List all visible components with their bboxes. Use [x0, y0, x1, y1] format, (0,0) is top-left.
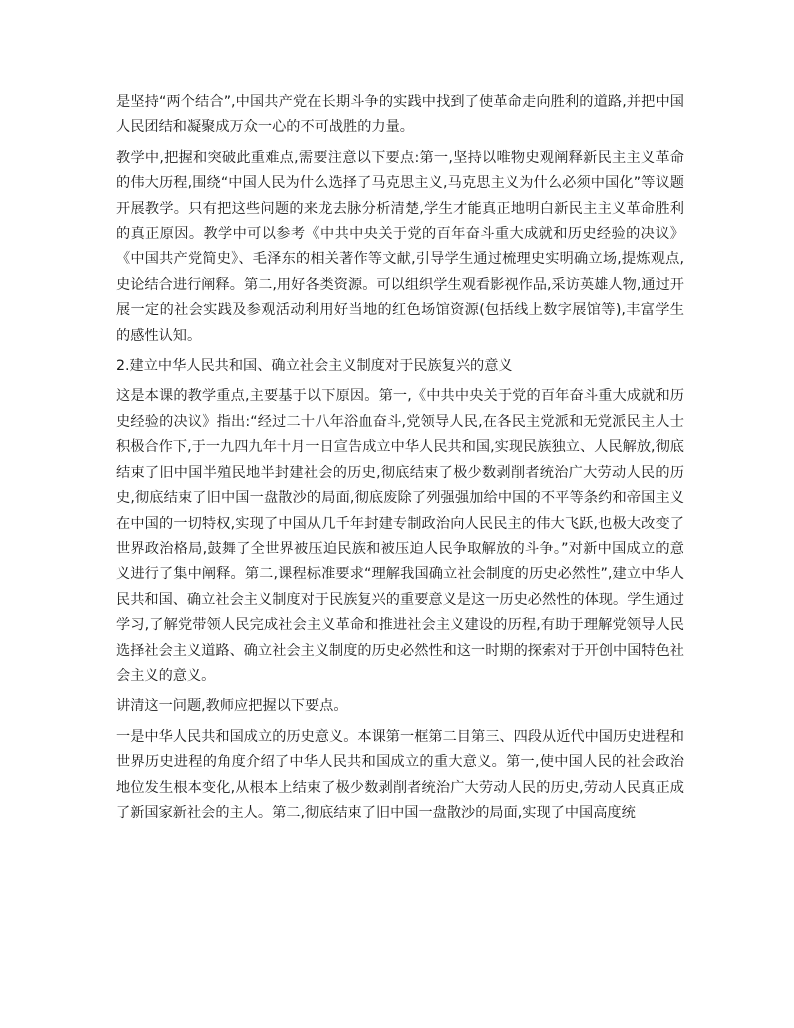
section-heading: 2.建立中华人民共和国、确立社会主义制度对于民族复兴的意义: [116, 358, 513, 375]
paragraph-prc-significance: 一是中华人民共和国成立的历史意义。本课第一框第二目第三、四段从近代中国历史进程和世界历史进程的角度介绍了中华人民共和国成立的重大意义。第一,使中国人民的社会政治地位发生根本变化,从根本上结束了极少数剥削者统治广大劳动人民的历史,劳动人民真正成了新国家新社会的主人。第二,彻底结束了旧中国一盘散沙的局面,实现了中国高度统: [116, 728, 684, 821]
paragraph-teaching-focus: 这是本课的教学重点,主要基于以下原因。第一,《中共中央关于党的百年奋斗重大成就和历史经验的决议》指出:“经过二十八年浴血奋斗,党领导人民,在各民主党派和无党派民主人士积极合作下,于一九四九年十月一日宣告成立中华人民共和国,实现民族独立、人民解放,彻底结束了旧中国半殖民地半封建社会的历史,彻底结束了极少数剥削者统治广大劳动人民的历史,彻底结束了旧中国一盘散沙的局面,彻底废除了列强强加给中国的不平等条约和帝国主义在中国的一切特权,实现了中国从几千年封建专制政治向人民民主的伟大飞跃,也极大改变了世界政治格局,鼓舞了全世界被压迫民族和被压迫人民争取解放的斗争。”对新中国成立的意义进行了集中阐释。第二,课程标准要求“理解我国确立社会制度的历史必然性”,建立中华人民共和国、确立社会主义制度对于民族复兴的重要意义是这一历史必然性的体现。学生通过学习,了解党带领人民完成社会主义革命和推进社会主义建设的历程,有助于理解党领导人民选择社会主义道路、确立社会主义制度的历史必然性和这一时期的探索对于开创中国特色社会主义的意义。: [116, 388, 684, 684]
document-page: [116, 90, 684, 826]
paragraph-teaching-points: 教学中,把握和突破此重难点,需要注意以下要点:第一,坚持以唯物史观阐释新民主主义革命的伟大历程,围绕“中国人民为什么选择了马克思主义,马克思主义为什么必须中国化”等议题开展教学。只有把这些问题的来龙去脉分析清楚,学生才能真正地明白新民主主义革命胜利的真正原因。教学中可以参考《中共中央关于党的百年奋斗重大成就和历史经验的决议》《中国共产党简史》、毛泽东的相关著作等文献,引导学生通过梳理史实明确立场,提炼观点,史论结合进行阐释。第二,用好各类资源。可以组织学生观看影视作品,采访英雄人物,通过开展一定的社会实践及参观活动利用好当地的红色场馆资源(包括线上数字展馆等),丰富学生的感性认知。: [116, 149, 684, 344]
paragraph-key-points-intro: 讲清这一问题,教师应把握以下要点。: [116, 698, 348, 715]
paragraph-intro-continuation: 是坚持“两个结合”,中国共产党在长期斗争的实践中找到了使革命走向胜利的道路,并把中国人民团结和凝聚成万众一心的不可战胜的力量。: [116, 94, 684, 136]
